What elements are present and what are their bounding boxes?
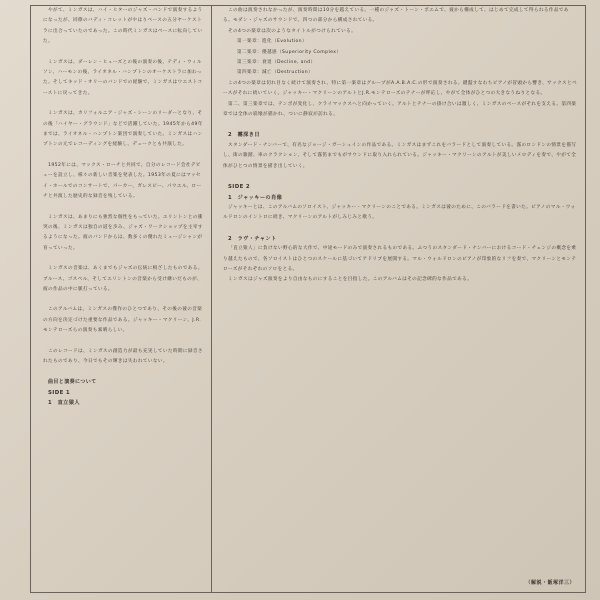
- text-frame: [30, 5, 586, 593]
- left-paragraph-5: ミンガスは、あまりにも強烈な個性をもっていた。エリントンとの衝突の後、ミンガスは独自の道を歩み、ジャズ・ワークショップを主宰するようになった。彼のバンドからは、数多くの優れたミュージシャンが育っていった。: [43, 214, 203, 251]
- left-paragraph-7: このアルバムは、ミンガスの傑作のひとつであり、その後の彼の音楽の方向を決定づけた重要な作品である。ジャッキー・マクリーン、J.R.モンテローズらの演奏も素晴らしい。: [43, 307, 203, 334]
- track-2-heading: 2 霧深き日: [228, 132, 260, 139]
- movement-2: 第二楽章：優越感（Superiority Complex）: [237, 49, 342, 55]
- track-2-text: スタンダード・ナンバーで、有名なジョージ・ガーシュインの作品である。ミンガスはまずこれをバラードとして演奏している。霧のロンドンの情景を描写し、街の雑踏、車のクラクション、そして霧笛までもがサウンドに取り入れられている。ジャッキー・マクリーンのアルトが美しいメロディを奏で、やがて全体がひとつの情景を描き出していく。: [223, 142, 577, 169]
- closing-paragraph: ミンガスはジャズ演奏をより自由なものにすることを目指した。このアルバムはその記念碑的な作品である。: [228, 277, 473, 283]
- description-paragraph-2: 第二、第三楽章では、テンポが変化し、クライマックスへと向かっていく。アルトとテナーの掛け合いは激しく、ミンガスのベースがそれを支える。第四楽章では全体の崩壊が描かれ、ついに静寂が訪れる。: [223, 101, 577, 118]
- intro-paragraph-2: その4つの楽章は次のようなタイトルがつけられている。: [228, 28, 357, 34]
- track-4-heading: 2 ラヴ・チャント: [228, 235, 277, 242]
- credit-line: （解説・飯塚洋三）: [525, 580, 575, 586]
- track-1-heading: 1 直立猿人: [48, 400, 80, 407]
- side-1-label: SIDE 1: [48, 389, 71, 396]
- left-paragraph-8: このレコードは、ミンガスの創造力が最も充実していた時期に録音されたものであり、今日でもその輝きは失われていない。: [43, 348, 203, 364]
- left-column: [43, 6, 205, 592]
- column-divider: [211, 6, 212, 592]
- track-3-heading: 1 ジャッキーの肖像: [228, 194, 283, 201]
- track-4-text: 「直立猿人」に負けない野心的な大作で、中途モードのみで演奏されるものである。ふつうのスタンダード・ナンバーにおけるコード・チェンジの概念を乗り越えたもので、各ソロイストはひとつのスケールに基づいてアドリブを展開する。マル・ウォルドロンのピアノが印象的なリフを奏で、マクリーンとモンテローズがそれぞれのソロをとる。: [223, 246, 577, 272]
- section-heading: 曲目と演奏について: [48, 379, 97, 386]
- description-paragraph-1: この4つの楽章は切れ目なく続けて演奏され、特に第一楽章はグループがA.A.B.A.C.の形で演奏される。鍵盤すなわちピアノが冒頭から響き、サックスとベースがそれに続いていく。ジャッキー・マクリーンのアルトとJ.R.モンテローズのテナーが呼応し、やがて全体がひとつの大きなうねりとなる。: [223, 80, 577, 97]
- track-3-text: ジャッキーとは、このアルバムのソロイスト、ジャッキー・マクリーンのことである。ミンガスは彼のために、このバラードを書いた。ピアノのマル・ウォルドロンのイントロに続き、マクリーンのアルトがしみじみと歌う。: [223, 204, 576, 221]
- left-paragraph-2: ミンガスは、ダーレン・ヒューズとの後の演奏の後、テディ・ウィルソン、ハーモンの後、ライオネル・ハンプトンのオーケストラに加わった。そしてキッド・オリーのバンドでの経験で、ミンガスはウエストコーストに戻ってきた。: [43, 59, 203, 96]
- left-paragraph-4: 1952年には、マックス・ローチと共同で、自分のレコード会社デビューを設立し、様々の新しい音楽を発表した。1953年の夏にはマッセイ・ホールでのコンサートで、パーカー、ガレスピー、パウエル、ローチと共演した歴史的な録音を残している。: [43, 162, 202, 200]
- intro-paragraph-1: この曲は演奏されなかったが、演奏時間は10分を越えている。一種のジャズ・トーン・ポエムで、彼から構成して、はじめて完成して得られる作品である。モダン・ジャズのサウンドで、四つの部分から構成されている。: [223, 8, 569, 24]
- left-paragraph-1: やがて、ミンガスは、ハイ・ヒターのジャズ・バンドで演奏するようになったが、同僚のバディ・コレットがやはりベースの五分ヤーケストラに出合っていたのであった。この時代ミンガスはベースに転向していた。: [43, 8, 203, 45]
- right-column: [223, 6, 577, 592]
- movement-1: 第一楽章：進化（Evolution）: [237, 39, 307, 45]
- left-paragraph-6: ミンガスの音楽は、あくまでもジャズの伝統に根ざしたものである。ブルース、ゴスペル、そしてエリントンの音楽から受け継いだものが、彼の作品の中に脈打っている。: [43, 266, 203, 292]
- movement-3: 第三楽章：衰退（Decline, and）: [237, 60, 316, 66]
- left-paragraph-3: ミンガスは、カリフォルニア・ジャズ・シーンのリーダーとなり、その後「ハイヤー・グラウンド」などで活躍していた。1945年から49年までは、ライオネル・ハンプトン楽団で演奏していた。ミンガスはハンプトンの元でレコーディングを経験し、デュークとも共演した。: [43, 111, 203, 148]
- movement-4: 第四楽章：滅亡（Destruction）: [237, 70, 314, 76]
- side-2-label: SIDE 2: [228, 184, 251, 191]
